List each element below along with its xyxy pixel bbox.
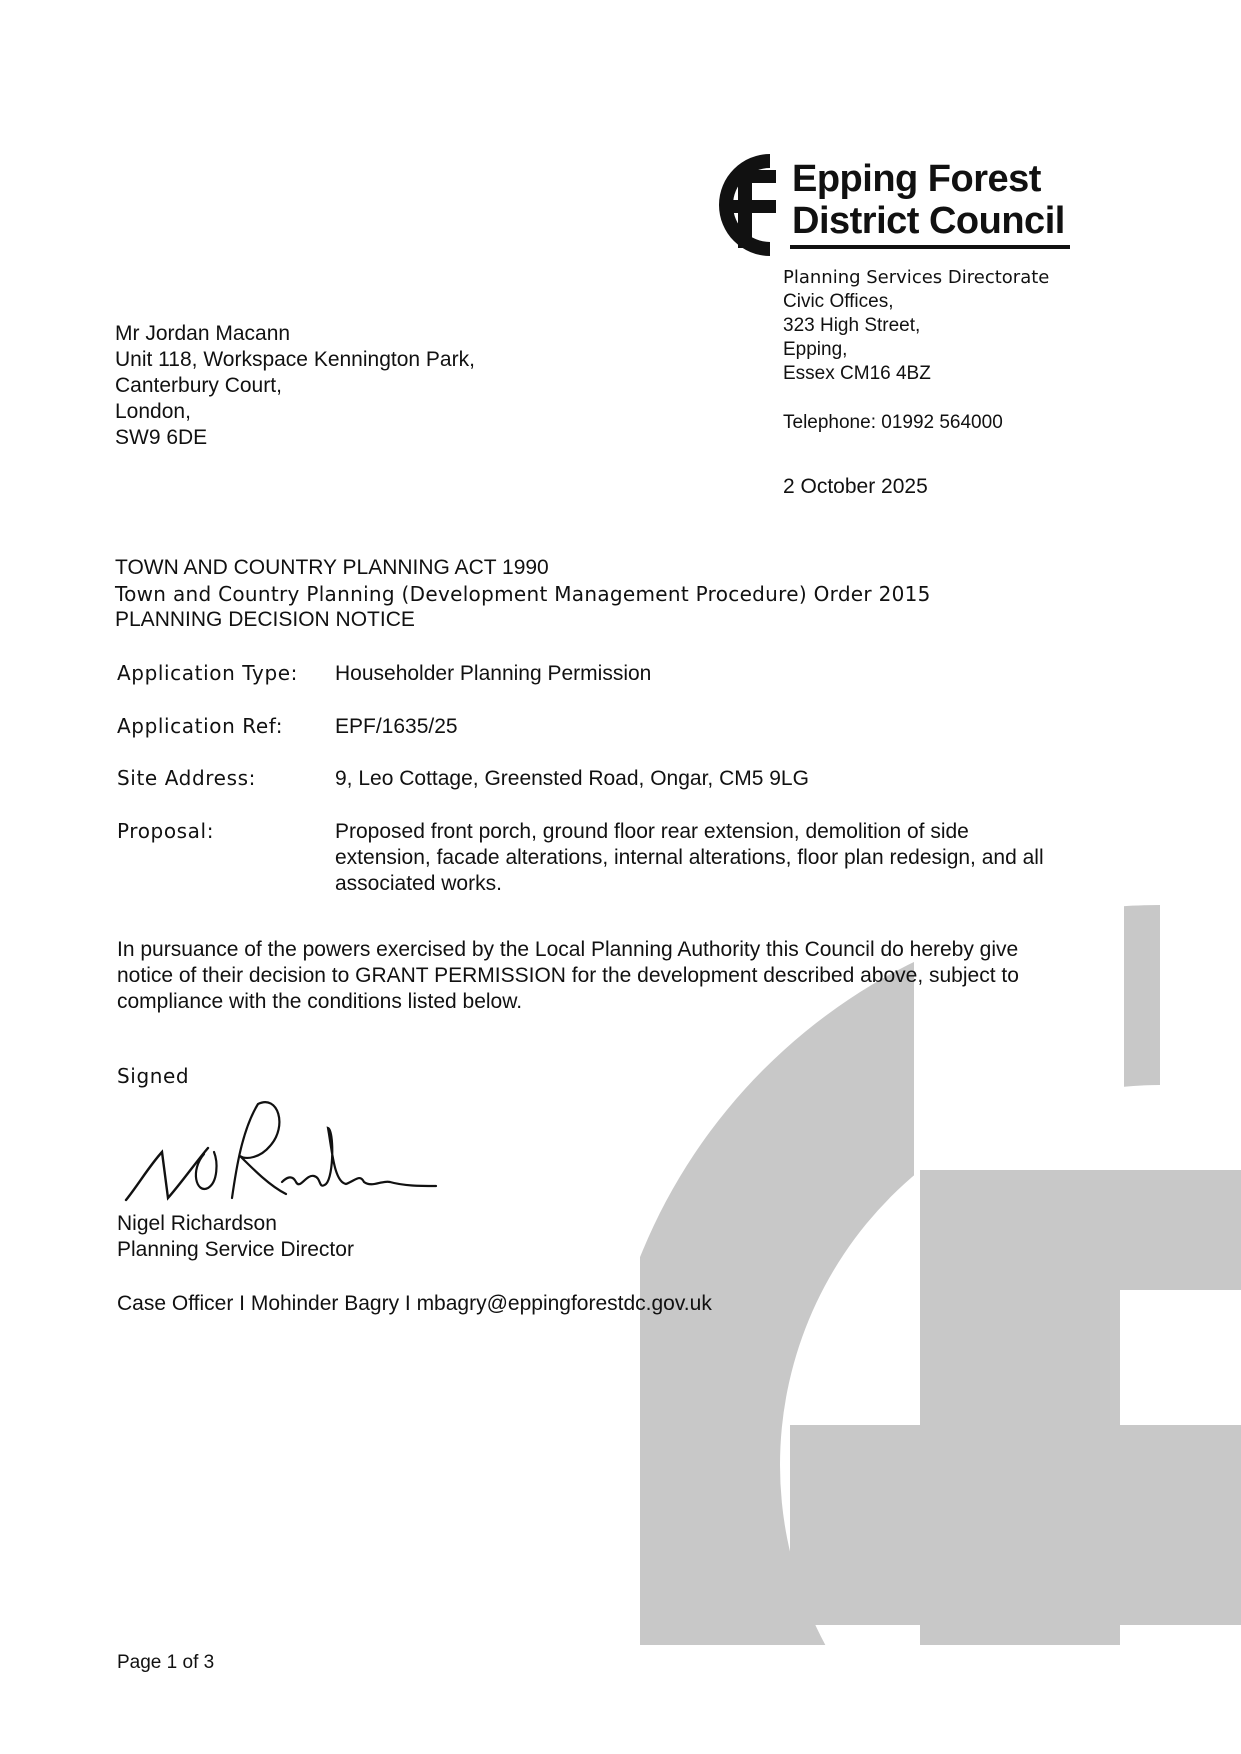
site-address-value: 9, Leo Cottage, Greensted Road, Ongar, CM5 9LG	[335, 767, 809, 790]
address-line: Civic Offices,	[783, 291, 894, 312]
recipient-line: SW9 6DE	[115, 426, 208, 449]
telephone: Telephone: 01992 564000	[783, 412, 1003, 433]
recipient-line: Canterbury Court,	[115, 374, 282, 397]
page-number: Page 1 of 3	[117, 1652, 215, 1673]
council-address	[783, 266, 1049, 386]
application-type-label: Application Type:	[117, 661, 298, 685]
application-ref-label: Application Ref:	[117, 714, 284, 738]
order-title: Town and Country Planning (Development Management Procedure) Order 2015	[115, 582, 931, 606]
signed-label: Signed	[117, 1064, 190, 1088]
signature	[120, 1090, 440, 1205]
recipient-line: London,	[115, 400, 191, 423]
proposal-label: Proposal:	[117, 819, 215, 843]
address-line: Essex CM16 4BZ	[783, 363, 931, 384]
decision-text: In pursuance of the powers exercised by the Local Planning Authority this Council do hereby give notice of their decision to GRANT PERMISSION for the development described above, subject to compliance with the conditions listed below.	[117, 938, 1019, 1013]
act-headings	[115, 555, 931, 633]
notice-title: PLANNING DECISION NOTICE	[115, 608, 415, 631]
address-line: 323 High Street,	[783, 315, 921, 336]
application-type-value: Householder Planning Permission	[335, 662, 652, 685]
logo-underline	[790, 245, 1070, 249]
recipient-line: Mr Jordan Macann	[115, 322, 291, 345]
signatory-name: Nigel Richardson	[117, 1212, 277, 1235]
recipient-line: Unit 118, Workspace Kennington Park,	[115, 348, 475, 371]
recipient-address	[115, 321, 475, 451]
directorate: Planning Services Directorate	[783, 267, 1050, 288]
proposal-value: Proposed front porch, ground floor rear extension, demolition of side extension, facade alterations, internal alterations, floor plan redesign, and all associated works.	[335, 820, 1044, 895]
council-logo	[700, 150, 1080, 260]
application-ref-value: EPF/1635/25	[335, 715, 458, 738]
signatory-title: Planning Service Director	[117, 1238, 354, 1261]
council-logo-icon	[700, 150, 790, 260]
signatory	[117, 1211, 354, 1263]
site-address-label: Site Address:	[117, 766, 256, 790]
letter-date: 2 October 2025	[783, 475, 928, 498]
act-title: TOWN AND COUNTRY PLANNING ACT 1990	[115, 556, 549, 579]
council-logo-watermark	[640, 905, 1241, 1645]
case-officer: Case Officer I Mohinder Bagry I mbagry@eppingforestdc.gov.uk	[117, 1292, 712, 1315]
address-line: Epping,	[783, 339, 848, 360]
council-name: Epping Forest District Council	[792, 158, 1065, 242]
